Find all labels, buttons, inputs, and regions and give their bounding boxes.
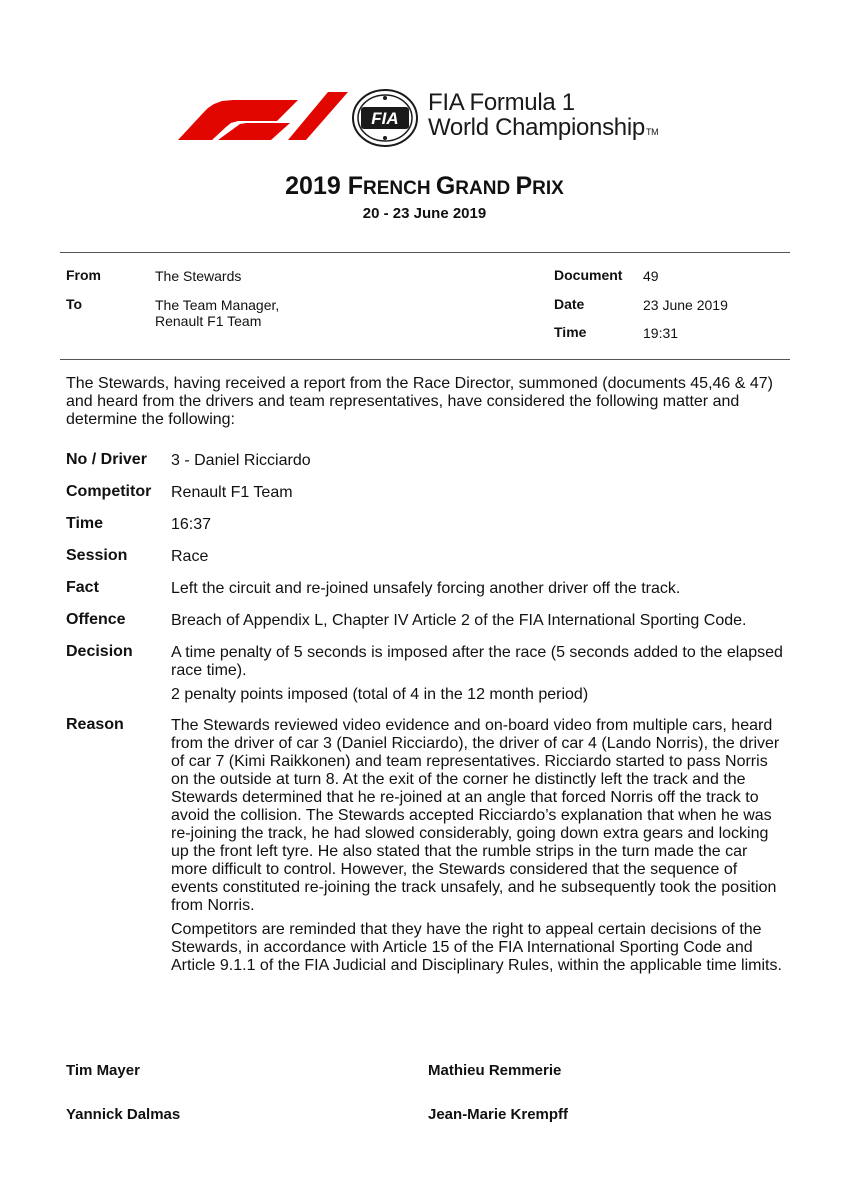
fia-badge-icon — [350, 88, 420, 148]
to-value: The Team Manager, Renault F1 Team — [155, 297, 280, 329]
document-value: 49 — [643, 268, 659, 284]
from-label: From — [66, 267, 101, 283]
reason-text: The Stewards reviewed video evidence and on-board video from multiple cars, heard from the driver of car 3 (Daniel Ricciardo), the driver of car 4 (Lando Norris), the driver of car 7 (Kimi Raikkonen) and team representatives. Ricciardo started to pass Norris on the outside at turn 8. At the exit of the corner he distinctly left the track and the Stewards determined that he re-joined at an angle that forced Norris off the track to avoid the collision. The Stewards accepted Ricciardo’s explanation that when he was re-joining the track, he had slowed considerably, going down extra gears and locking up the front left tyre. He also stated that the rumble strips in the turn made the car more difficult to control. However, the Stewards considered that the sequence of events constituted re-joining the track unsafely, and he subsequently took the position from Norris. — [171, 717, 780, 914]
row-label-driver: No / Driver — [66, 451, 147, 468]
divider-bottom — [60, 359, 790, 360]
signature-2: Mathieu Remmerie — [428, 1062, 562, 1079]
signature-4: Jean-Marie Krempff — [428, 1106, 569, 1123]
row-value-offence: Breach of Appendix L, Chapter IV Article 2 of the FIA International Sporting Code. — [171, 612, 747, 629]
date-label: Date — [554, 296, 585, 312]
decision-points-text: 2 penalty points imposed (total of 4 in the 12 month period) — [171, 686, 589, 703]
row-value-driver: 3 - Daniel Ricciardo — [171, 452, 311, 469]
decision-penalty-text: A time penalty of 5 seconds is imposed after the race (5 seconds added to the elapsed race time). — [171, 644, 783, 679]
svg-text:FIA: FIA — [371, 109, 399, 128]
row-value-fact: Left the circuit and re-joined unsafely forcing another driver off the track. — [171, 580, 681, 597]
from-value: The Stewards — [155, 268, 242, 284]
fia-championship-wordmark: FIA Formula 1 World ChampionshipTM — [428, 89, 659, 141]
divider-top — [60, 252, 790, 253]
signature-3: Yannick Dalmas — [66, 1106, 181, 1123]
intro-paragraph: The Stewards, having received a report from the Race Director, summoned (documents 45,46 & 47) and heard from the drivers and team representatives, have considered the following matter and determine the following: — [66, 375, 774, 428]
event-dates: 20 - 23 June 2019 — [362, 205, 487, 222]
time-value: 19:31 — [643, 325, 679, 341]
row-value-session: Race — [171, 548, 209, 565]
row-value-decision — [171, 644, 786, 710]
document-label: Document — [554, 267, 623, 283]
row-label-session: Session — [66, 547, 128, 564]
date-value: 23 June 2019 — [643, 297, 728, 313]
row-label-offence: Offence — [66, 611, 126, 628]
f1-logo-icon — [178, 92, 348, 140]
row-value-time: 16:37 — [171, 516, 212, 533]
row-label-decision: Decision — [66, 643, 133, 660]
row-label-competitor: Competitor — [66, 483, 152, 500]
document-title: 2019 FRENCH GRAND PRIX — [285, 172, 564, 200]
row-value-competitor: Renault F1 Team — [171, 484, 293, 501]
row-label-time: Time — [66, 515, 104, 532]
appeal-notice-text: Competitors are reminded that they have the right to appeal certain decisions of the Stewards, in accordance with Article 15 of the FIA International Sporting Code and Article 9.1.1 of the FIA Judicial and Disciplinary Rules, within the applicable time limits. — [171, 921, 782, 974]
row-label-fact: Fact — [66, 579, 99, 596]
time-label: Time — [554, 324, 587, 340]
signature-1: Tim Mayer — [66, 1062, 140, 1079]
row-label-reason: Reason — [66, 716, 124, 733]
row-value-reason — [171, 717, 786, 981]
to-label: To — [66, 296, 83, 312]
